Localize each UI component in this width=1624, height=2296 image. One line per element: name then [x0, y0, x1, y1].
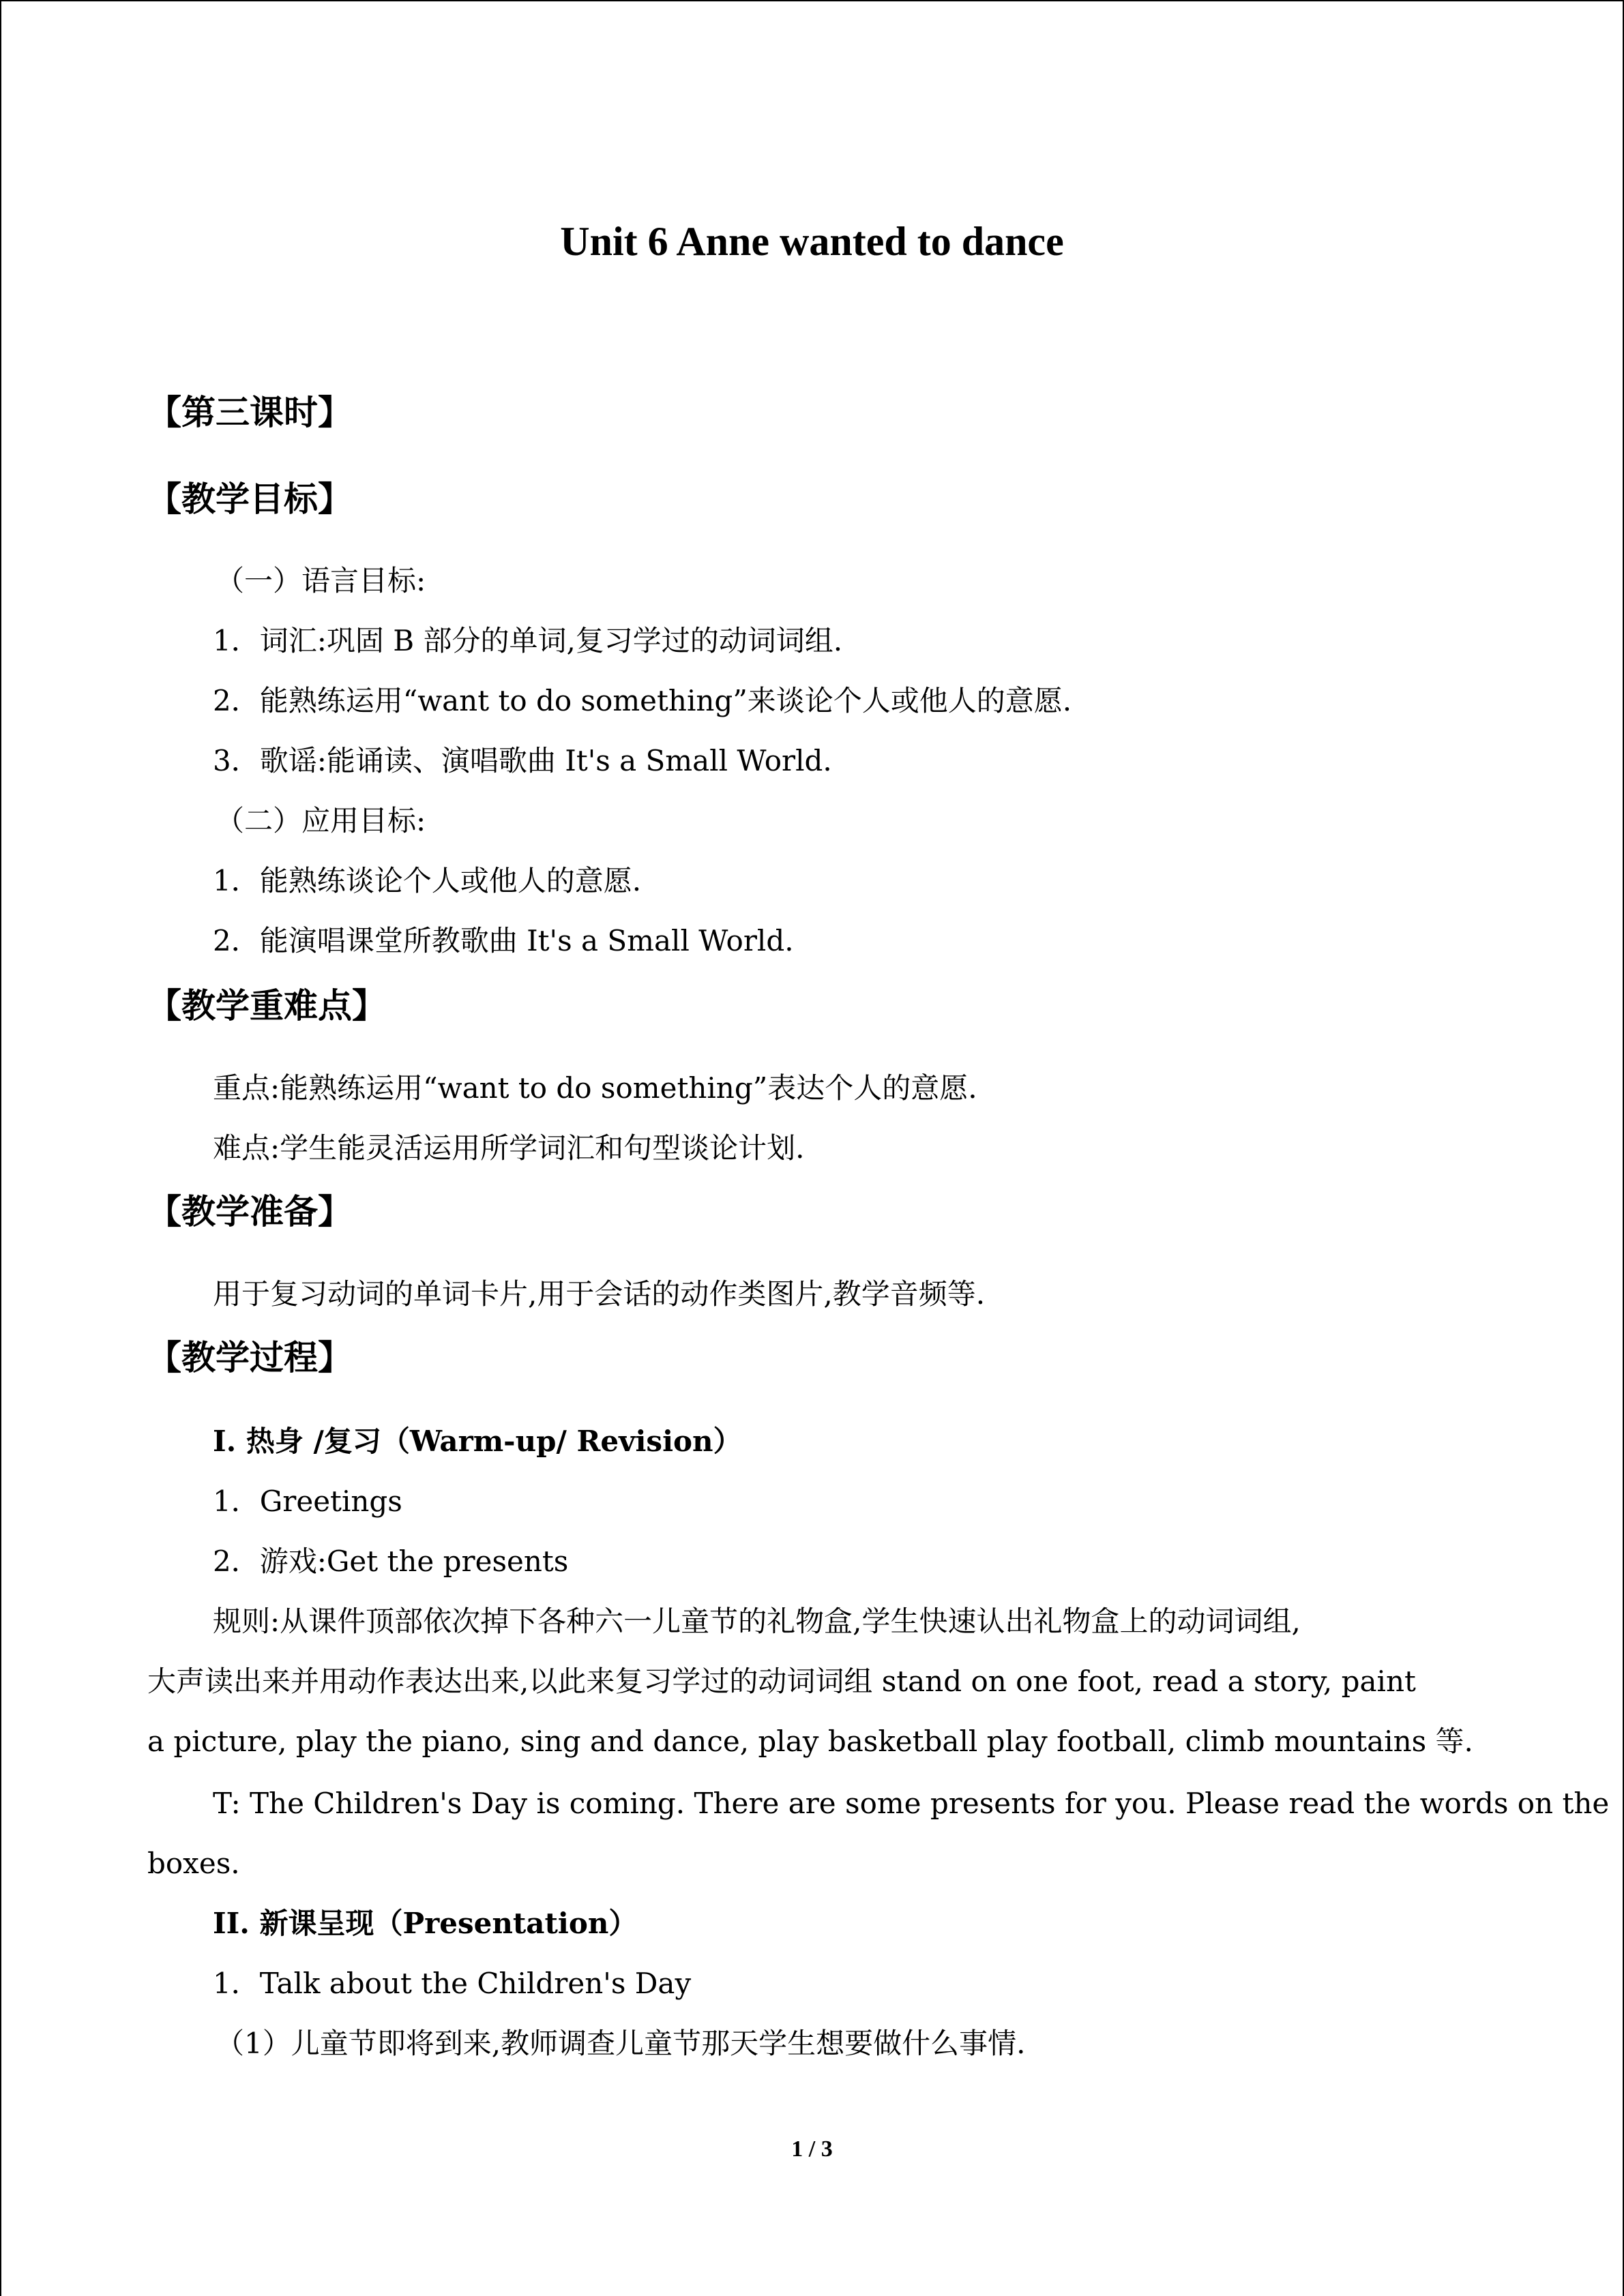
game-rule-line-3: a picture, play the piano, sing and dance, play basketball play football, climb mountains 等.	[147, 1725, 1473, 1758]
page-number: 1 / 3	[791, 2136, 833, 2162]
presentation-survey: （1）儿童节即将到来,教师调查儿童节那天学生想要做什么事情.	[216, 2027, 1026, 2060]
presentation-heading: II. 新课呈现（Presentation）	[213, 1907, 638, 1940]
section-process: 【教学过程】	[147, 1338, 352, 1377]
language-objectives-heading: （一）语言目标:	[216, 564, 426, 597]
teacher-line-1: T: The Children's Day is coming. There are some presents for you. Please read the words on the	[213, 1787, 1610, 1820]
game-rule-line-2: 大声读出来并用动作表达出来,以此来复习学过的动词词组 stand on one foot, read a story, paint	[147, 1665, 1416, 1698]
document-title: Unit 6 Anne wanted to dance	[560, 219, 1064, 264]
application-item-2: 2．能演唱课堂所教歌曲 It's a Small World.	[213, 924, 794, 957]
teacher-line-2: boxes.	[147, 1847, 240, 1880]
objective-item-1: 1．词汇:巩固 B 部分的单词,复习学过的动词词组.	[213, 624, 843, 657]
warmup-greetings: 1．Greetings	[213, 1485, 402, 1518]
page-border-left	[0, 0, 1, 2296]
game-rule-line-1: 规则:从课件顶部依次掉下各种六一儿童节的礼物盒,学生快速认出礼物盒上的动词词组,	[213, 1605, 1301, 1638]
warmup-game: 2．游戏:Get the presents	[213, 1545, 569, 1578]
warmup-heading: I. 热身 /复习（Warm-up/ Revision）	[213, 1425, 742, 1458]
objective-item-2: 2．能熟练运用“want to do something”来谈论个人或他人的意愿.	[213, 684, 1072, 717]
presentation-talk: 1．Talk about the Children's Day	[213, 1967, 692, 2000]
application-objectives-heading: （二）应用目标:	[216, 804, 426, 837]
key-point-focus: 重点:能熟练运用“want to do something”表达个人的意愿.	[213, 1071, 977, 1105]
section-preparation: 【教学准备】	[147, 1192, 352, 1232]
key-point-difficulty: 难点:学生能灵活运用所学词汇和句型谈论计划.	[213, 1131, 805, 1165]
section-key-points: 【教学重难点】	[147, 986, 386, 1026]
objective-item-3: 3．歌谣:能诵读、演唱歌曲 It's a Small World.	[213, 744, 832, 777]
application-item-1: 1．能熟练谈论个人或他人的意愿.	[213, 864, 642, 897]
section-objectives: 【教学目标】	[147, 479, 352, 519]
section-lesson: 【第三课时】	[147, 393, 352, 432]
preparation-text: 用于复习动词的单词卡片,用于会话的动作类图片,教学音频等.	[213, 1277, 986, 1311]
page-border	[0, 0, 1624, 1]
